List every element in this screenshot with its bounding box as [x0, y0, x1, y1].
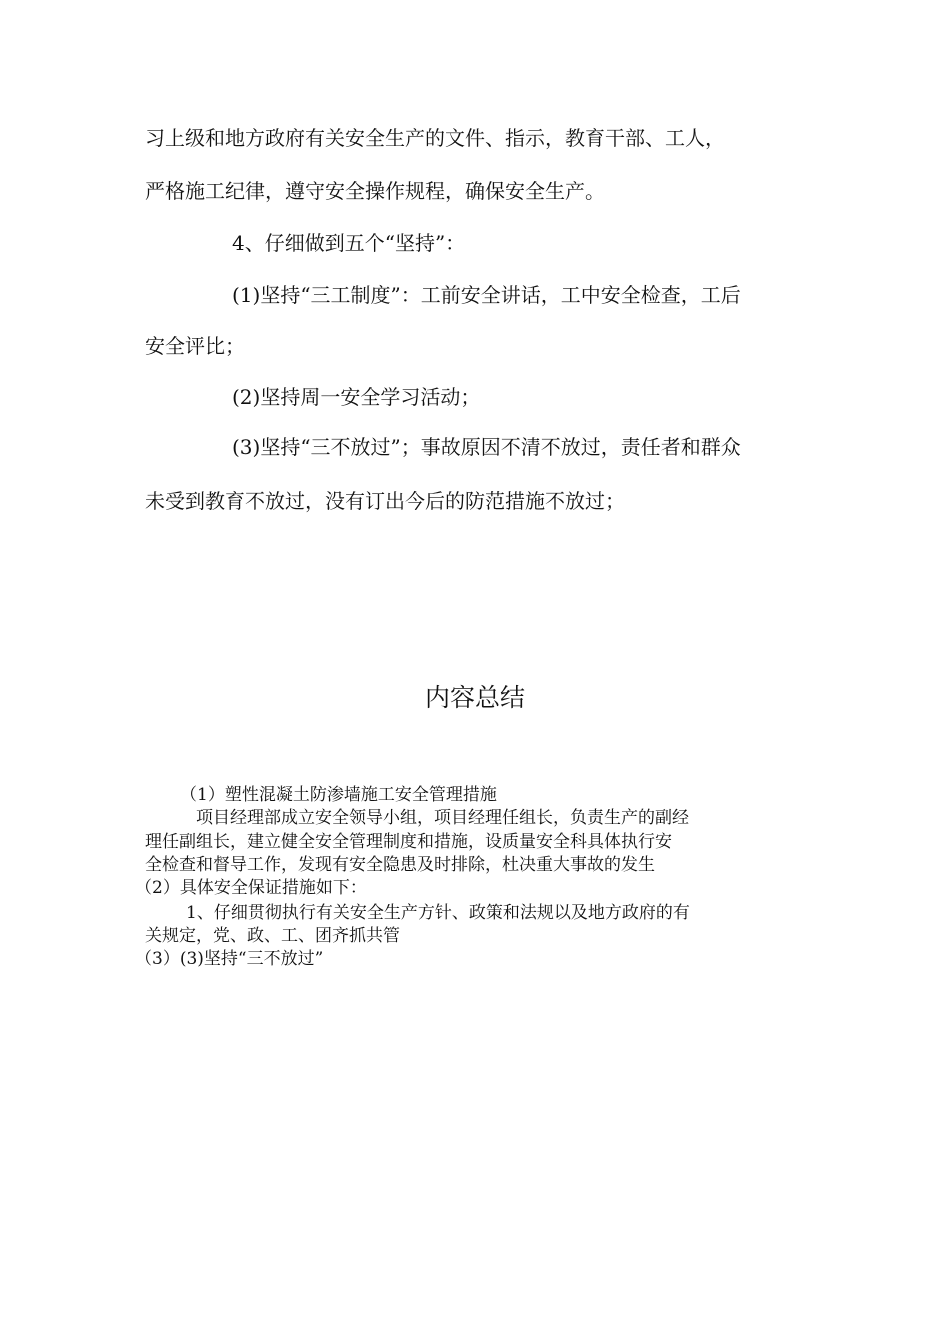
body-line-8: 未受到教育不放过，没有订出今后的防范措施不放过； — [145, 489, 625, 513]
body-line-6: (2)坚持周一安全学习活动； — [232, 385, 481, 409]
body-line-1: 习上级和地方政府有关安全生产的文件、指示，教育干部、工人， — [145, 126, 725, 150]
summary-line-8: （3）(3)坚持“三不放过” — [135, 949, 324, 969]
summary-line-3: 理任副组长，建立健全安全管理制度和措施，设质量安全科具体执行安 — [145, 832, 672, 852]
summary-line-6: 1、仔细贯彻执行有关安全生产方针、政策和法规以及地方政府的有 — [186, 903, 690, 923]
body-line-5: 安全评比； — [145, 334, 245, 358]
body-line-7: (3)坚持“三不放过”；事故原因不清不放过，责任者和群众 — [232, 435, 741, 459]
body-line-4: (1)坚持“三工制度”：工前安全讲话，工中安全检查，工后 — [232, 283, 741, 307]
summary-title: 内容总结 — [424, 683, 525, 712]
summary-line-7: 关规定，党、政、工、团齐抓共管 — [145, 926, 400, 946]
body-line-3: 4、仔细做到五个“坚持”： — [232, 231, 466, 255]
body-line-2: 严格施工纪律，遵守安全操作规程，确保安全生产。 — [145, 179, 605, 203]
summary-line-5: （2）具体安全保证措施如下： — [135, 878, 367, 898]
summary-line-4: 全检查和督导工作，发现有安全隐患及时排除，杜决重大事故的发生 — [145, 855, 655, 875]
summary-line-2: 项目经理部成立安全领导小组，项目经理任组长，负责生产的副经 — [196, 808, 689, 828]
summary-line-1: （1）塑性混凝土防渗墙施工安全管理措施 — [180, 785, 497, 805]
